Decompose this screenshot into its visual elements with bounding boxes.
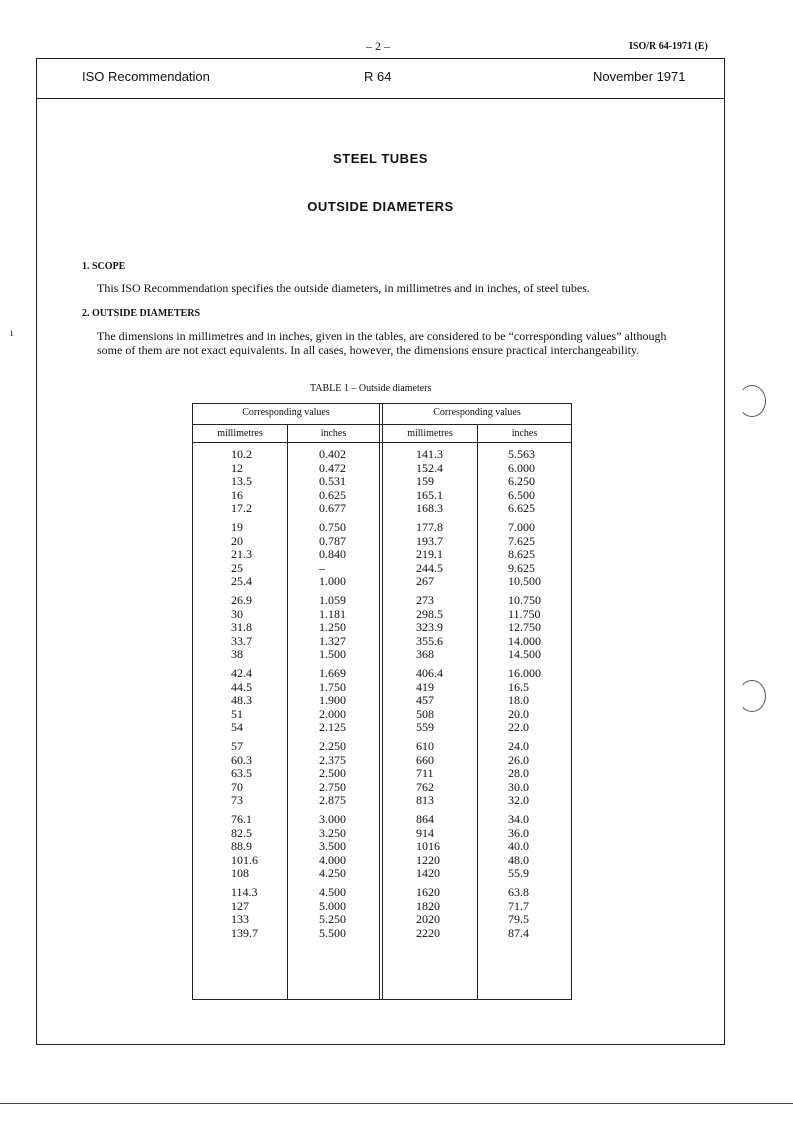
row-group: [319, 521, 346, 589]
right-mm-column: [416, 448, 443, 946]
document-subtitle: OUTSIDE DIAMETERS: [307, 199, 454, 214]
table-cell: 0.787: [319, 533, 346, 548]
table-cell: 12.750: [508, 620, 541, 634]
table-cell: 1820: [416, 898, 440, 913]
table-cell: 51: [231, 706, 243, 721]
table-cell: 5.500: [319, 925, 346, 940]
table-cell: 0.531: [319, 474, 346, 488]
table-cell: 0.840: [319, 547, 346, 561]
row-group: [416, 594, 443, 662]
table-cell: 54: [231, 720, 243, 734]
table-cell: 406.4: [416, 666, 443, 680]
table-cell: 114.3: [231, 885, 258, 899]
row-group: [416, 813, 443, 881]
table-cell: 1620: [416, 885, 440, 899]
table-cell: 141.3: [416, 447, 443, 461]
table-cell: 57: [231, 739, 243, 753]
punch-hole-mark: [738, 385, 766, 417]
table-cell: 7.000: [508, 520, 535, 534]
table-cell: 1.900: [319, 693, 346, 707]
table-cell: 610: [416, 739, 434, 753]
table-cell: 3.250: [319, 825, 346, 840]
table-cell: 864: [416, 812, 434, 826]
table-cell: 6.500: [508, 487, 535, 502]
table-cell: 1.250: [319, 620, 346, 634]
header-center: R 64: [364, 69, 392, 84]
table-cell: 48.3: [231, 693, 252, 707]
row-group: [231, 594, 258, 662]
table-cell: 133: [231, 912, 249, 926]
row-group: [508, 448, 541, 516]
row-group: [231, 667, 258, 735]
table-cell: 813: [416, 793, 434, 807]
table-cell: 2.750: [319, 779, 346, 794]
table-cell: 88.9: [231, 839, 252, 853]
row-group: [508, 740, 541, 808]
header-right: November 1971: [593, 69, 686, 84]
table-cell: 18.0: [508, 693, 529, 707]
punch-hole-mark: [738, 680, 766, 712]
table-cell: 42.4: [231, 666, 252, 680]
table-cell: 4.000: [319, 852, 346, 867]
table-cell: 1220: [416, 852, 440, 867]
table-cell: 2.000: [319, 706, 346, 721]
table-cell: 711: [416, 766, 434, 780]
table-cell: 4.500: [319, 885, 346, 899]
table-cell: 1.000: [319, 574, 346, 588]
table-cell: 22.0: [508, 720, 529, 734]
row-group: [508, 886, 541, 940]
table-cell: 660: [416, 752, 434, 767]
table-cell: 168.3: [416, 501, 443, 515]
row-group: [508, 521, 541, 589]
right-mm-header: millimetres: [407, 428, 453, 439]
table-cell: 323.9: [416, 620, 443, 634]
table-cell: 1.181: [319, 606, 346, 621]
document-title: STEEL TUBES: [333, 151, 428, 166]
table-cell: 1420: [416, 866, 440, 880]
scan-mark: ı: [10, 325, 14, 339]
table-divider-double: [379, 404, 380, 999]
table-cell: 2.500: [319, 766, 346, 780]
table-cell: 0.472: [319, 460, 346, 475]
left-mm-column: [231, 448, 258, 946]
table-cell: 6.250: [508, 474, 535, 488]
table-cell: 60.3: [231, 752, 252, 767]
left-in-column: [319, 448, 346, 946]
table-cell: 25: [231, 560, 243, 575]
table-cell: 193.7: [416, 533, 443, 548]
table-cell: 5.250: [319, 912, 346, 926]
table-cell: 26.0: [508, 752, 529, 767]
left-mm-header: millimetres: [217, 428, 263, 439]
table-cell: 10.2: [231, 447, 252, 461]
table-cell: 14.500: [508, 647, 541, 661]
table-cell: 33.7: [231, 633, 252, 648]
row-group: [319, 886, 346, 940]
section-text-outside-diameters: The dimensions in millimetres and in inches, given in the tables, are considered to be “corresponding values” although some of them are not exact equivalents. In all cases, however, the dimensions ensure practical interchangeability.: [97, 329, 667, 357]
table-cell: 16: [231, 487, 243, 502]
table-cell: 82.5: [231, 825, 252, 840]
table-cell: 11.750: [508, 606, 541, 621]
table-cell: 24.0: [508, 739, 529, 753]
table-cell: 139.7: [231, 925, 258, 940]
table-cell: 165.1: [416, 487, 443, 502]
section-heading-outside-diameters: 2. OUTSIDE DIAMETERS: [82, 308, 201, 319]
right-in-column: [508, 448, 541, 946]
table-cell: 26.9: [231, 593, 252, 607]
table-cell: 1.059: [319, 593, 346, 607]
row-group: [416, 667, 443, 735]
col-divider-right: [477, 424, 478, 999]
table-cell: 20: [231, 533, 243, 548]
table-cell: 762: [416, 779, 434, 794]
table-cell: 7.625: [508, 533, 535, 548]
header-divider: [36, 98, 725, 99]
diameters-table: [192, 403, 572, 1000]
table-cell: 419: [416, 679, 434, 694]
right-in-header: inches: [511, 428, 538, 439]
table-cell: 914: [416, 825, 434, 840]
table-cell: 159: [416, 474, 434, 488]
table-cell: 152.4: [416, 460, 443, 475]
table-cell: 273: [416, 593, 434, 607]
table-cell: 55.9: [508, 866, 529, 880]
table-cell: 2.875: [319, 793, 346, 807]
row-group: [416, 886, 443, 940]
table-cell: 79.5: [508, 912, 529, 926]
table-cell: 6.625: [508, 501, 535, 515]
table-cell: 13.5: [231, 474, 252, 488]
table-cell: 2220: [416, 925, 440, 940]
row-group: [416, 448, 443, 516]
table-cell: 34.0: [508, 812, 529, 826]
row-group: [508, 813, 541, 881]
row-group: [416, 521, 443, 589]
table-cell: 76.1: [231, 812, 252, 826]
left-in-header: inches: [320, 428, 347, 439]
table-caption: TABLE 1 – Outside diameters: [310, 383, 432, 394]
table-cell: 2.125: [319, 720, 346, 734]
table-cell: 177.8: [416, 520, 443, 534]
row-group: [416, 740, 443, 808]
page-number: – 2 –: [366, 39, 390, 53]
table-cell: 1.327: [319, 633, 346, 648]
section-text-scope: This ISO Recommendation specifies the outside diameters, in millimetres and in inches, of steel tubes.: [97, 281, 590, 295]
table-cell: 298.5: [416, 606, 443, 621]
table-cell: 30.0: [508, 779, 529, 794]
row-group: [508, 667, 541, 735]
row-group: [319, 594, 346, 662]
row-group: [231, 740, 258, 808]
table-cell: 30: [231, 606, 243, 621]
table-cell: 63.5: [231, 766, 252, 780]
table-cell: 101.6: [231, 852, 258, 867]
table-cell: 20.0: [508, 706, 529, 721]
table-cell: 25.4: [231, 574, 252, 588]
table-cell: 267: [416, 574, 434, 588]
table-cell: 1016: [416, 839, 440, 853]
table-cell: 70: [231, 779, 243, 794]
table-cell: 16.000: [508, 666, 541, 680]
table-cell: 31.8: [231, 620, 252, 634]
row-group: [319, 740, 346, 808]
table-cell: 1.750: [319, 679, 346, 694]
table-cell: 16.5: [508, 679, 529, 694]
table-cell: 32.0: [508, 793, 529, 807]
table-cell: 87.4: [508, 925, 529, 940]
header-row-divider: [193, 424, 571, 425]
right-group-header: Corresponding values: [433, 407, 521, 418]
table-cell: 63.8: [508, 885, 529, 899]
table-cell: 0.750: [319, 520, 346, 534]
table-cell: 127: [231, 898, 249, 913]
table-cell: 0.625: [319, 487, 346, 502]
table-cell: 19: [231, 520, 243, 534]
table-cell: 9.625: [508, 560, 535, 575]
table-cell: 219.1: [416, 547, 443, 561]
row-group: [319, 448, 346, 516]
row-group: [231, 813, 258, 881]
table-cell: 44.5: [231, 679, 252, 694]
table-cell: 5.000: [319, 898, 346, 913]
row-group: [231, 886, 258, 940]
table-cell: 71.7: [508, 898, 529, 913]
table-cell: 244.5: [416, 560, 443, 575]
left-group-header: Corresponding values: [242, 407, 330, 418]
table-cell: 5.563: [508, 447, 535, 461]
table-cell: 21.3: [231, 547, 252, 561]
table-cell: 17.2: [231, 501, 252, 515]
table-cell: 12: [231, 460, 243, 475]
table-cell: 38: [231, 647, 243, 661]
document-reference: ISO/R 64-1971 (E): [629, 41, 708, 52]
table-cell: 2.250: [319, 739, 346, 753]
table-cell: 108: [231, 866, 249, 880]
table-cell: 0.402: [319, 447, 346, 461]
table-divider-double-2: [382, 404, 383, 999]
table-cell: 559: [416, 720, 434, 734]
row-group: [231, 448, 258, 516]
table-cell: 4.250: [319, 866, 346, 880]
table-cell: 3.500: [319, 839, 346, 853]
table-cell: 28.0: [508, 766, 529, 780]
table-cell: 0.677: [319, 501, 346, 515]
table-cell: 10.500: [508, 574, 541, 588]
table-cell: 48.0: [508, 852, 529, 867]
table-cell: 8.625: [508, 547, 535, 561]
table-cell: 73: [231, 793, 243, 807]
row-group: [231, 521, 258, 589]
table-cell: 10.750: [508, 593, 541, 607]
header-left: ISO Recommendation: [82, 69, 210, 84]
row-group: [508, 594, 541, 662]
table-cell: 508: [416, 706, 434, 721]
table-cell: 355.6: [416, 633, 443, 648]
table-cell: –: [319, 560, 325, 575]
table-cell: 457: [416, 693, 434, 707]
table-cell: 1.500: [319, 647, 346, 661]
section-heading-scope: 1. SCOPE: [82, 261, 126, 272]
table-cell: 2.375: [319, 752, 346, 767]
row-group: [319, 813, 346, 881]
table-cell: 3.000: [319, 812, 346, 826]
table-cell: 6.000: [508, 460, 535, 475]
table-cell: 14.000: [508, 633, 541, 648]
col-divider-left: [287, 424, 288, 999]
bottom-edge-line: [0, 1103, 793, 1104]
table-cell: 1.669: [319, 666, 346, 680]
header-bottom-rule: [193, 442, 571, 443]
row-group: [319, 667, 346, 735]
table-cell: 2020: [416, 912, 440, 926]
table-cell: 36.0: [508, 825, 529, 840]
table-cell: 40.0: [508, 839, 529, 853]
table-cell: 368: [416, 647, 434, 661]
